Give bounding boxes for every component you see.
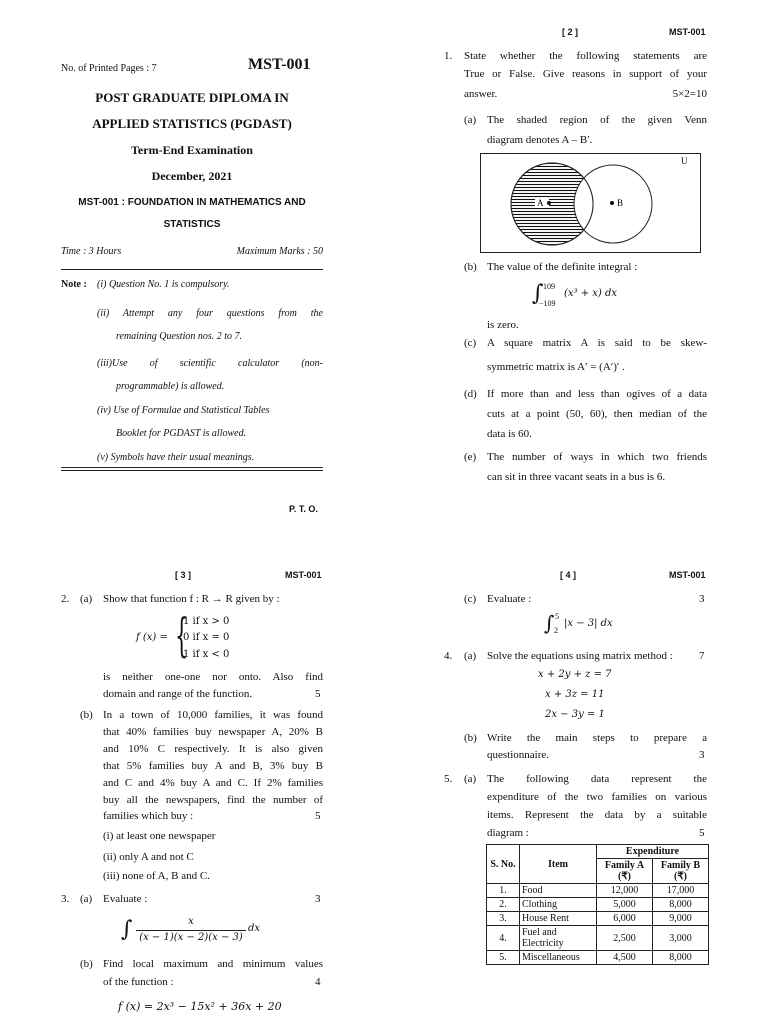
q2b-sub-i: (i) at least one newspaper <box>103 830 216 842</box>
q4b-line1: Write the main steps to prepare a <box>487 732 707 744</box>
cell-family-b: 8,000 <box>653 951 709 965</box>
q1-line3: answer. <box>464 88 498 100</box>
integral-b-lower: −109 <box>539 299 556 308</box>
q1b-label: (b) <box>464 261 477 273</box>
note-1: (i) Question No. 1 is compulsory. <box>97 279 230 290</box>
cell-family-a: 5,000 <box>597 898 653 912</box>
q1a-line2: diagram denotes A – B′. <box>487 134 593 146</box>
cell-item: House Rent <box>520 912 597 926</box>
q2a-label: (a) <box>80 593 93 605</box>
cell-sno: 4. <box>487 926 520 951</box>
q4a-marks: 7 <box>699 650 705 662</box>
cell-sno: 5. <box>487 951 520 965</box>
q3a-label: (a) <box>80 893 93 905</box>
point-b <box>610 201 614 205</box>
table-row <box>487 951 709 965</box>
q1c-line2: symmetric matrix is A′ = (A′)′ . <box>487 361 625 373</box>
q3b-label: (b) <box>80 958 93 970</box>
piecewise-case2: 0 if x = 0 <box>183 632 230 643</box>
q1a-label: (a) <box>464 114 477 126</box>
cell-item: Fuel and Electricity <box>520 926 597 951</box>
header-sno: S. No. <box>487 845 520 884</box>
q1d-line2: cuts at a point (50, 60), then median of the <box>487 408 707 420</box>
q1b-line1: The value of the definite integral : <box>487 261 638 273</box>
table-row <box>487 884 709 898</box>
q2b-line2: that 40% families buy newspaper A, 20% B <box>103 726 323 738</box>
equation-2: x + 3z = 11 <box>545 689 605 700</box>
cell-family-b: 8,000 <box>653 898 709 912</box>
exam-date: December, 2021 <box>151 169 233 183</box>
piecewise-case3: 1 if x < 0 <box>183 649 230 660</box>
note-4-line2: Booklet for PGDAST is allowed. <box>116 428 247 439</box>
q3b-function: f (x) = 2x³ − 15x² + 36x + 20 <box>118 1000 282 1013</box>
page-4 <box>384 512 768 1024</box>
cell-item: Food <box>520 884 597 898</box>
q4b-line2: questionnaire. <box>487 749 550 761</box>
equation-3: 2x − 3y = 1 <box>545 709 605 720</box>
cell-sno: 3. <box>487 912 520 926</box>
q3-number: 3. <box>61 893 70 905</box>
fraction-denominator: (x − 1)(x − 2)(x − 3) <box>139 932 243 943</box>
q2b-sub-iii: (iii) none of A, B and C. <box>103 870 210 882</box>
page-3 <box>0 512 384 1024</box>
page-number: [ 2 ] <box>562 27 579 37</box>
header-family-b-label: Family B <box>660 860 701 871</box>
q5-number: 5. <box>444 773 453 785</box>
programme-title-line1: POST GRADUATE DIPLOMA IN <box>95 90 289 105</box>
q1c-label: (c) <box>464 337 477 349</box>
q3a-marks: 3 <box>315 893 321 905</box>
q2a-line3: domain and range of the function. <box>103 688 253 700</box>
fraction-dx: dx <box>248 923 261 934</box>
header-code: MST-001 <box>669 27 706 37</box>
cell-item: Miscellaneous <box>520 951 597 965</box>
q1-number: 1. <box>444 50 453 62</box>
printed-pages: No. of Printed Pages : 7 <box>61 63 157 74</box>
equation-1: x + 2y + z = 7 <box>538 669 612 680</box>
programme-title-line2: APPLIED STATISTICS (PGDAST) <box>92 116 292 131</box>
table-row <box>487 926 709 951</box>
header-family-a <box>597 859 653 884</box>
header-family-b-unit: (₹) <box>673 871 688 882</box>
note-5: (v) Symbols have their usual meanings. <box>97 452 255 463</box>
q3c-marks: 3 <box>699 593 705 605</box>
note-2-line2: remaining Question nos. 2 to 7. <box>116 331 243 342</box>
exam-time: Time : 3 Hours <box>61 246 122 257</box>
cell-sno: 2. <box>487 898 520 912</box>
note-label: Note : <box>61 279 87 290</box>
q1e-line2: can sit in three vacant seats in a bus is 6. <box>487 471 666 483</box>
table-header-row <box>487 845 709 859</box>
q2b-line1: In a town of 10,000 families, it was found <box>103 709 323 721</box>
cell-family-a: 4,500 <box>597 951 653 965</box>
point-a <box>547 201 551 205</box>
page-number: [ 3 ] <box>175 570 192 580</box>
divider-bottom-1 <box>61 467 323 468</box>
max-marks: Maximum Marks : 50 <box>236 246 323 257</box>
integral-c-integrand: |x − 3| dx <box>564 618 613 629</box>
header-family-a-unit: (₹) <box>617 871 632 882</box>
note-3-line2: programmable) is allowed. <box>116 381 225 392</box>
q5a-marks: 5 <box>699 827 705 839</box>
q4a-text: Solve the equations using matrix method : <box>487 650 673 662</box>
cell-family-a: 6,000 <box>597 912 653 926</box>
expenditure-table <box>486 844 709 965</box>
q3b-line1: Find local maximum and minimum values <box>103 958 323 970</box>
cell-family-b: 3,000 <box>653 926 709 951</box>
note-2-line1: (ii) Attempt any four questions from the <box>97 308 323 319</box>
brace-icon: { <box>175 608 189 662</box>
cell-family-b: 9,000 <box>653 912 709 926</box>
q3c-label: (c) <box>464 593 477 605</box>
note-3-line1: (iii)Use of scientific calculator (non- <box>97 358 323 369</box>
piecewise-case1: 1 if x > 0 <box>183 616 230 627</box>
fraction-numerator: x <box>188 916 194 927</box>
table-row <box>487 912 709 926</box>
q1d-line3: data is 60. <box>487 428 532 440</box>
course-title-line1: MST-001 : FOUNDATION IN MATHEMATICS AND <box>78 197 306 208</box>
label-b: B <box>617 198 624 208</box>
q1e-label: (e) <box>464 451 477 463</box>
cell-sno: 1. <box>487 884 520 898</box>
label-a: A <box>537 198 544 208</box>
q1d-line1: If more than and less than ogives of a data <box>487 388 707 400</box>
q3a-text: Evaluate : <box>103 893 148 905</box>
course-title-line2: STATISTICS <box>163 219 221 230</box>
q2b-line3: and 10% C respectively. It is also given <box>103 743 323 755</box>
q3c-text: Evaluate : <box>487 593 532 605</box>
integral-b-upper: 109 <box>543 282 555 291</box>
table-row <box>487 898 709 912</box>
header-family-b <box>653 859 709 884</box>
q2b-line6: buy all the newspapers, find the number of <box>103 794 323 806</box>
q2b-label: (b) <box>80 709 93 721</box>
integral-b-integrand: (x³ + x) dx <box>564 288 618 299</box>
q5a-label: (a) <box>464 773 477 785</box>
cell-family-a: 12,000 <box>597 884 653 898</box>
q2b-line5: and C and 4% buy A and C. If 2% families <box>103 777 323 789</box>
q1-marks: 5×2=10 <box>672 88 707 100</box>
q5a-line2: expenditure of the two families on various <box>487 791 707 803</box>
q4-number: 4. <box>444 650 453 662</box>
q3b-marks: 4 <box>315 976 321 988</box>
q2b-marks: 5 <box>315 810 321 822</box>
q4b-label: (b) <box>464 732 477 744</box>
q4b-marks: 3 <box>699 749 705 761</box>
exam-name: Term-End Examination <box>131 143 253 157</box>
q1b-line2: is zero. <box>487 319 519 331</box>
paper-code: MST-001 <box>248 56 311 73</box>
header-family-a-label: Family A <box>604 860 645 871</box>
q2a-line2: is neither one-one nor onto. Also find <box>103 671 323 683</box>
integral-sign-c: ∫ <box>544 611 555 635</box>
header-code: MST-001 <box>669 570 706 580</box>
q2-number: 2. <box>61 593 70 605</box>
q5a-line3: items. Represent the data by a suitable <box>487 809 707 821</box>
header-expenditure: Expenditure <box>597 845 709 859</box>
integral-c-lower: 2 <box>554 626 558 635</box>
q1c-line1: A square matrix A is said to be skew- <box>487 337 707 349</box>
integral-sign-b: ∫ <box>532 281 544 306</box>
header-item: Item <box>520 845 597 884</box>
q1e-line1: The number of ways in which two friends <box>487 451 707 463</box>
venn-diagram <box>480 153 701 253</box>
piecewise-fx: f (x) = <box>136 632 168 643</box>
q1-line2: True or False. Give reasons in support of your <box>464 68 707 80</box>
divider-top <box>61 269 323 270</box>
q2a-marks: 5 <box>315 688 321 700</box>
q2a-line1: Show that function f : R → R given by : <box>103 593 280 605</box>
q5a-line4: diagram : <box>487 827 529 839</box>
page-number: [ 4 ] <box>560 570 577 580</box>
fraction-bar <box>136 930 246 931</box>
q2b-sub-ii: (ii) only A and not C <box>103 851 194 863</box>
q1-line1: State whether the following statements are <box>464 50 707 62</box>
header-code: MST-001 <box>285 570 322 580</box>
q2b-line4: that 5% families buy A and B, 3% buy B <box>103 760 323 772</box>
q4a-label: (a) <box>464 650 477 662</box>
note-4-line1: (iv) Use of Formulae and Statistical Tables <box>97 405 270 416</box>
integral-c-upper: 5 <box>555 612 559 621</box>
q3b-line2: of the function : <box>103 976 174 988</box>
q2b-line7: families which buy : <box>103 810 194 822</box>
integral-sign-q3: ∫ <box>121 917 133 942</box>
q1a-line1: The shaded region of the given Venn <box>487 114 707 126</box>
page-1 <box>0 0 384 512</box>
page-2 <box>384 0 768 512</box>
label-u: U <box>681 156 688 166</box>
cell-family-b: 17,000 <box>653 884 709 898</box>
pto: P. T. O. <box>289 504 318 512</box>
cell-family-a: 2,500 <box>597 926 653 951</box>
q5a-line1: The following data represent the <box>487 773 707 785</box>
divider-bottom-2 <box>61 470 323 471</box>
cell-item: Clothing <box>520 898 597 912</box>
q1d-label: (d) <box>464 388 477 400</box>
